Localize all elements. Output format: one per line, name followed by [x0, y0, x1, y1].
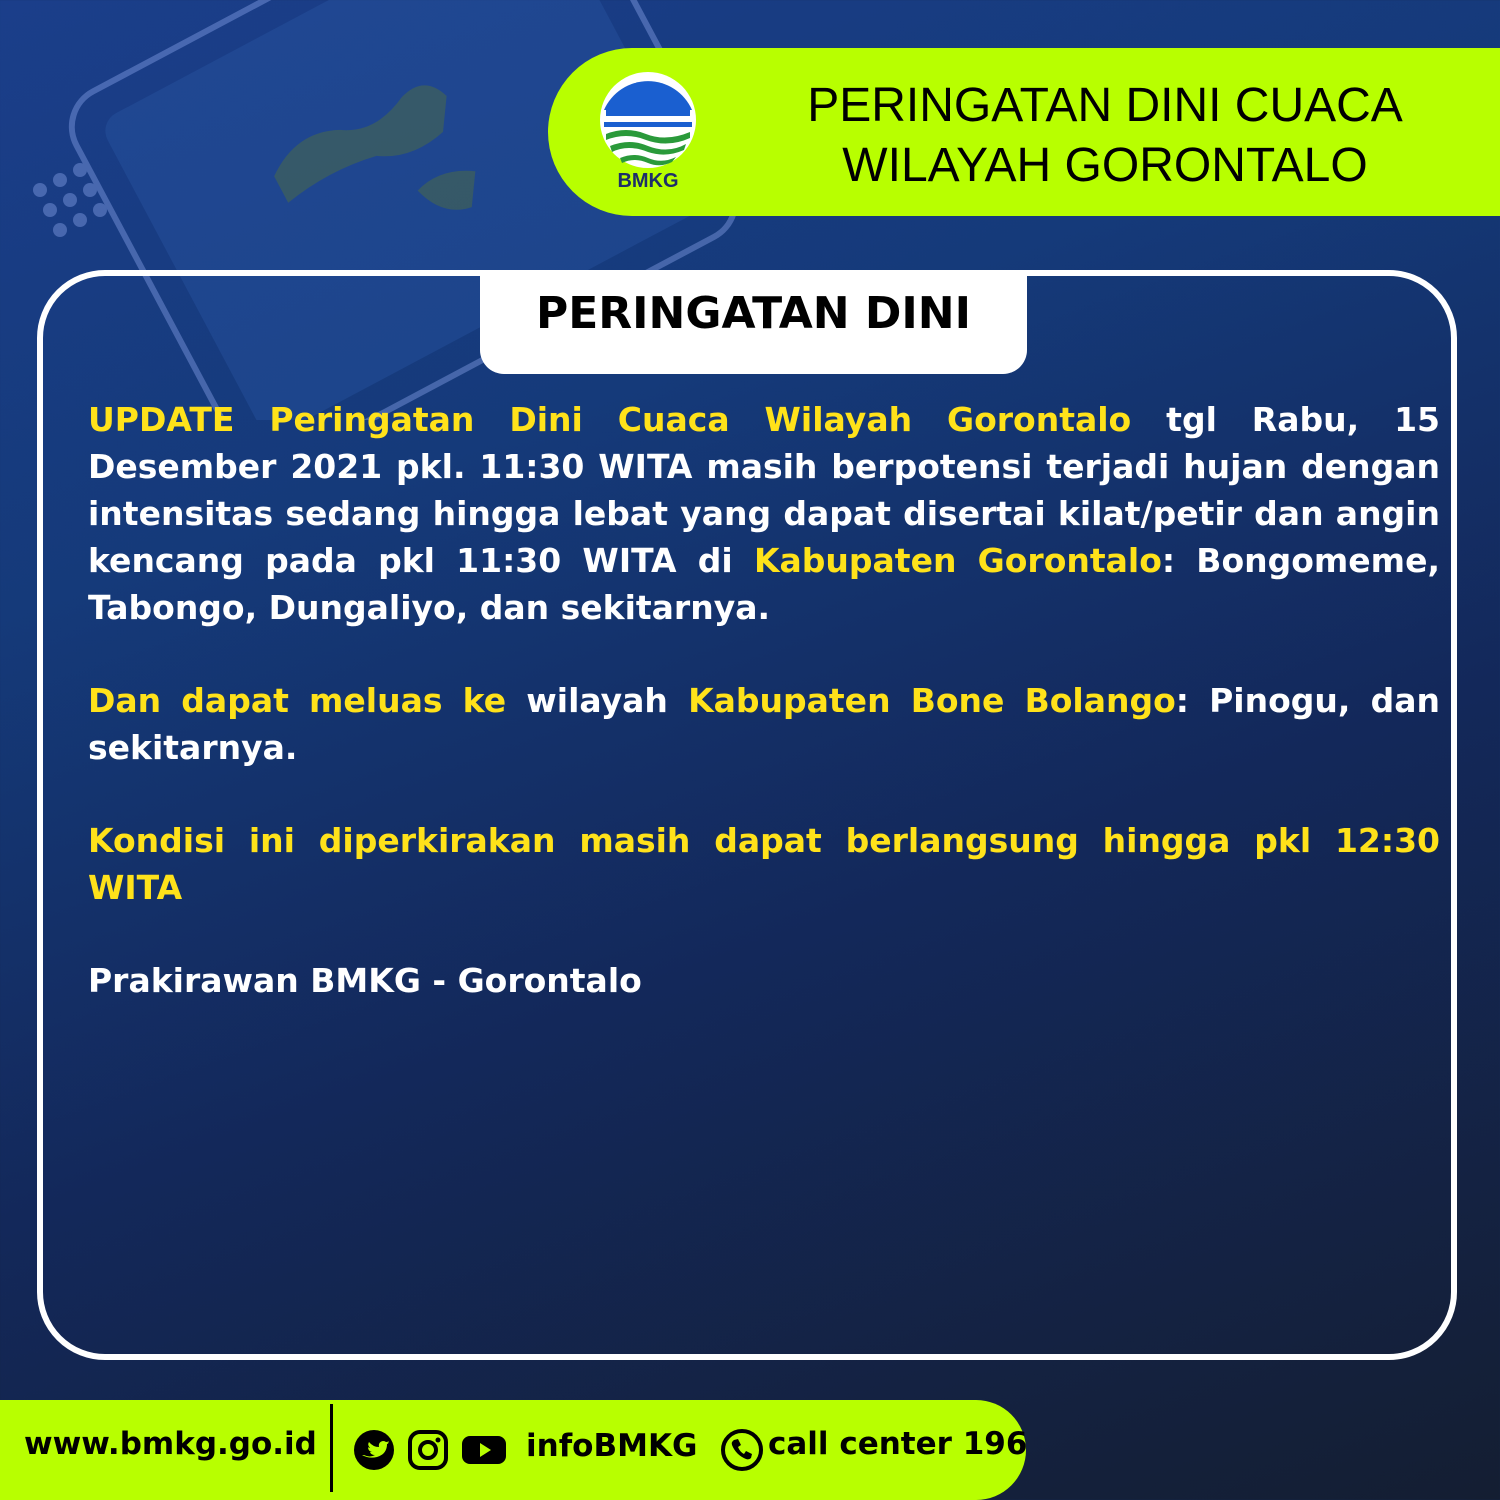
page-title-line1: PERINGATAN DINI CUACA: [807, 79, 1403, 132]
warning-content: [88, 396, 1440, 1004]
social-handle[interactable]: infoBMKG: [526, 1428, 698, 1464]
warning-text: tgl Rabu, 15 Desember 2021 pkl. 11:30 WITA masih berpotensi terjadi hujan dengan intensitas sedang hingga lebat yang dapat disertai kilat/petir dan angin kencang pada pkl 11:30 WITA di: [88, 400, 1440, 580]
region-highlight: Kabupaten Bone Bolango: [688, 681, 1176, 720]
expansion-text: : Pinogu, dan sekitarnya.: [88, 681, 1440, 767]
warning-text: : Bongomeme, Tabongo, Dungaliyo, dan sekitarnya.: [88, 541, 1440, 627]
duration-paragraph: Kondisi ini diperkirakan masih dapat berlangsung hingga pkl 12:30 WITA: [88, 821, 1440, 907]
expansion-paragraph: [88, 677, 1440, 771]
website-link[interactable]: www.bmkg.go.id: [24, 1426, 317, 1462]
footer-divider: [330, 1404, 333, 1492]
call-center[interactable]: call center 196: [768, 1426, 1028, 1462]
region-highlight: Kabupaten Gorontalo: [753, 541, 1162, 580]
instagram-icon[interactable]: [406, 1428, 450, 1472]
expansion-highlight: Dan dapat meluas ke: [88, 681, 507, 720]
twitter-icon[interactable]: [352, 1428, 396, 1472]
warning-highlight: UPDATE Peringatan Dini Cuaca Wilayah Gorontalo: [88, 400, 1132, 439]
youtube-icon[interactable]: [460, 1428, 508, 1472]
forecaster-signature: Prakirawan BMKG - Gorontalo: [88, 961, 642, 1000]
card-title-tab: PERINGATAN DINI: [480, 272, 1027, 374]
logo-text: BMKG: [617, 170, 679, 192]
expansion-text: wilayah: [506, 681, 689, 720]
warning-paragraph: [88, 396, 1440, 631]
page-title: [760, 76, 1450, 196]
page-title-line2: WILAYAH GORONTALO: [842, 139, 1368, 192]
phone-icon[interactable]: [720, 1428, 764, 1472]
